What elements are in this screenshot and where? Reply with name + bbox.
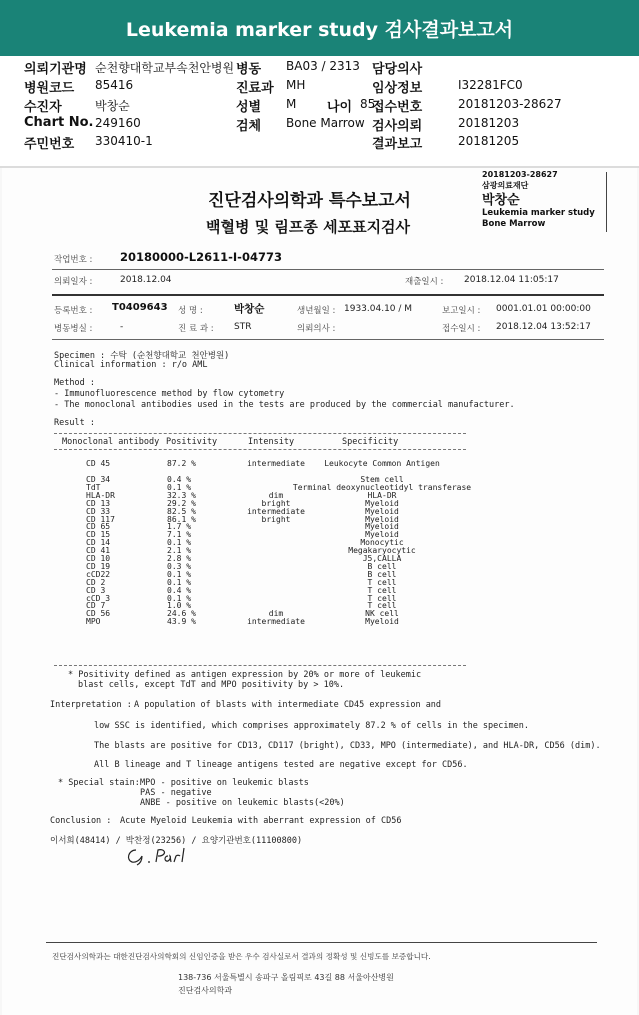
page-title: Leukemia marker study 검사결과보고서 xyxy=(125,18,514,41)
specimen-value: Bone Marrow xyxy=(286,116,365,130)
antibody-cell: CD 65 xyxy=(86,522,111,532)
specificity-cell: J5,CALLA xyxy=(362,554,402,563)
positivity-cell: 29.2 % xyxy=(167,498,196,508)
signers: 이서희(48414) / 박찬정(23256) / 요양기관번호(11100800) xyxy=(50,836,303,846)
interpretation-3: The blasts are positive for CD13, CD117 (bright), CD33, MPO (intermediate), and HLA-DR, CD56 (dim). xyxy=(94,741,601,751)
specificity-cell: Myeloid xyxy=(365,617,399,627)
age-value: 85 xyxy=(360,97,376,111)
dept-value: MH xyxy=(286,78,306,92)
request-date-value-r: 2018.12.04 xyxy=(120,275,172,285)
intensity-cell: dim xyxy=(268,609,284,619)
scanned-report xyxy=(0,168,639,1015)
method-line-2: - The monoclonal antibodies used in the tests are produced by the commercial manufacturer. xyxy=(54,400,515,410)
special-stain-3: ANBE - positive on leukemic blasts(<20%) xyxy=(140,798,345,808)
antibody-cell: CD 15 xyxy=(86,530,111,540)
label-patient-name: 박창순 xyxy=(482,193,520,208)
antibody-cell: CD 117 xyxy=(86,514,115,524)
footer-address: 138-736 서울특별시 송파구 올림픽로 43길 88 서울아산병원 xyxy=(178,973,394,982)
clinical-info-value: I32281FC0 xyxy=(458,78,523,92)
special-stain-2: PAS - negative xyxy=(140,788,212,798)
sex-label: 성별 xyxy=(236,100,262,115)
intensity-cell: intermediate xyxy=(247,617,305,627)
antibody-cell: cCD22 xyxy=(86,569,111,579)
positivity-cell: 82.5 % xyxy=(167,506,196,516)
table-rule-bottom xyxy=(54,665,466,666)
specimen-label: 검체 xyxy=(236,119,262,134)
rule-1 xyxy=(52,269,604,270)
special-stain-label: * Special stain: xyxy=(58,778,140,788)
work-no-label: 작업번호 : xyxy=(54,255,93,265)
ward-value-r: - xyxy=(120,322,124,332)
intensity-cell: bright xyxy=(261,498,291,508)
patient-label: 수진자 xyxy=(24,100,62,115)
antibody-cell: CD 19 xyxy=(86,561,111,571)
intensity-cell: intermediate xyxy=(247,506,305,516)
positivity-cell: 2.8 % xyxy=(167,554,192,563)
positivity-cell: 0.1 % xyxy=(167,538,192,548)
positivity-cell: 86.1 % xyxy=(167,514,196,524)
chart-no-label: Chart No. xyxy=(24,115,94,130)
institution-value: 순천향대학교부속천안병원 xyxy=(95,61,235,75)
report-date-label: 결과보고 xyxy=(372,137,423,152)
table-row xyxy=(2,460,637,468)
clinical-info-label: 임상정보 xyxy=(372,81,423,96)
report-dt-value: 0001.01.01 00:00:00 xyxy=(496,304,591,314)
specificity-cell: Myeloid xyxy=(365,514,399,524)
report-dt-label: 보고일시 : xyxy=(442,306,481,316)
footnote-1: * Positivity defined as antigen expression by 20% or more of leukemic xyxy=(68,670,422,680)
report-date-value: 20181205 xyxy=(458,134,520,148)
table-rule-head xyxy=(54,449,466,450)
specificity-cell: T cell xyxy=(367,593,397,603)
request-date-label-r: 의뢰일자 : xyxy=(54,277,93,287)
specimen-line: Specimen : 수탁 (순천향대학교 천안병원) xyxy=(54,351,230,361)
specificity-cell: Myeloid xyxy=(365,498,399,508)
interpretation-2: low SSC is identified, which comprises approximately 87.2 % of cells in the specimen. xyxy=(94,721,529,731)
footer-rule xyxy=(46,942,597,943)
col-positivity-header: Positivity xyxy=(166,437,218,447)
work-no-value: 20180000-L2611-I-04773 xyxy=(120,250,282,264)
ward-label: 병동 xyxy=(236,62,262,77)
age-label: 나이 xyxy=(327,100,353,115)
specificity-cell: HLA-DR xyxy=(367,490,397,500)
report-subtitle: 백혈병 및 림프종 세포표지검사 xyxy=(206,218,411,236)
positivity-cell: 7.1 % xyxy=(167,530,192,540)
patient-header xyxy=(0,56,639,168)
antibody-cell: MPO xyxy=(86,617,101,627)
receipt-label: 접수일시 : xyxy=(442,324,481,334)
antibody-cell: CD 41 xyxy=(86,546,111,556)
interpretation-label: Interpretation : xyxy=(50,700,132,710)
specificity-cell: NK cell xyxy=(365,609,399,619)
positivity-cell: 0.1 % xyxy=(167,577,192,587)
positivity-cell: 0.3 % xyxy=(167,561,192,571)
rule-2 xyxy=(52,294,604,296)
request-date-value: 20181203 xyxy=(458,116,520,130)
reg-no-label: 등록번호 : xyxy=(54,306,93,316)
footer-department: 진단검사의학과 xyxy=(178,986,233,995)
col-specificity-header: Specificity xyxy=(342,437,399,447)
antibody-cell: cCD 3 xyxy=(86,593,111,603)
dob-label: 생년월일 : xyxy=(297,306,336,316)
ward-value: BA03 / 2313 xyxy=(286,59,360,73)
specificity-cell: Myeloid xyxy=(365,522,399,532)
antibody-cell: CD 13 xyxy=(86,498,111,508)
sex-value: M xyxy=(286,97,297,111)
label-lab-name: 삼광의료재단 xyxy=(482,181,529,190)
specificity-cell: Megakaryocytic xyxy=(348,546,416,556)
label-test-name: Leukemia marker study xyxy=(482,208,595,218)
antibody-cell: CD 33 xyxy=(86,506,111,516)
table-rule-top xyxy=(54,433,466,434)
dob-value: 1933.04.10 / M xyxy=(344,304,413,314)
col-antibody-header: Monoclonal antibody xyxy=(62,437,160,447)
rerequest-label: 재출일시 : xyxy=(405,277,444,287)
intensity-cell: dim xyxy=(268,490,284,500)
institution-label: 의뢰기관명 xyxy=(24,62,87,77)
antibody-cell: CD 10 xyxy=(86,554,111,563)
chart-no-value: 249160 xyxy=(95,116,141,130)
report-paper xyxy=(2,168,637,1015)
label-specimen: Bone Marrow xyxy=(482,219,546,229)
report-title-bar xyxy=(0,0,639,56)
footer-statement: 진단검사의학과는 대한진단검사의학회의 신임인증을 받은 우수 검사실로서 결과의 정확성 및 신빙도를 보증합니다. xyxy=(52,952,431,961)
doctor-label-r: 의뢰의사 : xyxy=(297,324,336,334)
signature-image xyxy=(122,844,202,868)
positivity-cell: 0.4 % xyxy=(167,585,192,595)
table-row xyxy=(2,618,637,626)
specificity-cell: Myeloid xyxy=(365,530,399,540)
positivity-cell: 0.1 % xyxy=(167,593,192,603)
method-label: Method : xyxy=(54,378,95,388)
positivity-cell: 87.2 % xyxy=(167,459,196,468)
specificity-cell: T cell xyxy=(367,601,397,611)
antibody-cell: CD 7 xyxy=(86,601,106,611)
positivity-cell: 0.1 % xyxy=(167,569,192,579)
antibody-cell: CD 34 xyxy=(86,475,111,484)
positivity-cell: 0.1 % xyxy=(167,482,192,492)
antibody-cell: HLA-DR xyxy=(86,490,115,500)
conclusion-value: Acute Myeloid Leukemia with aberrant expression of CD56 xyxy=(120,816,402,826)
resident-no-value: 330410-1 xyxy=(95,134,153,148)
patient-value: 박창순 xyxy=(95,99,130,113)
receipt-value: 2018.12.04 13:52:17 xyxy=(496,322,591,332)
specificity-cell: Stem cell xyxy=(360,475,404,484)
label-accession: 20181203-28627 xyxy=(482,170,558,179)
specificity-cell: Terminal deoxynucleotidyl transferase xyxy=(292,482,472,492)
antibody-cell: CD 45 xyxy=(86,459,111,468)
positivity-cell: 1.7 % xyxy=(167,522,192,532)
antibody-cell: TdT xyxy=(86,482,101,492)
positivity-cell: 24.6 % xyxy=(167,609,196,619)
accession-label: 접수번호 xyxy=(372,100,423,115)
intensity-cell: intermediate xyxy=(247,459,305,468)
specificity-cell: Leukocyte Common Antigen xyxy=(324,459,440,468)
hospital-code-value: 85416 xyxy=(95,78,134,92)
positivity-cell: 1.0 % xyxy=(167,601,192,611)
antibody-cell: CD 14 xyxy=(86,538,111,548)
dept-value-r: STR xyxy=(234,322,252,332)
doctor-label: 담당의사 xyxy=(372,62,423,77)
name-label: 성 명 : xyxy=(178,306,203,316)
dept-label: 진료과 xyxy=(236,81,274,96)
resident-no-label: 주민번호 xyxy=(24,137,75,152)
report-title: 진단검사의학과 특수보고서 xyxy=(208,191,411,211)
rerequest-value: 2018.12.04 11:05:17 xyxy=(464,275,559,285)
ward-label-r: 병동병실 : xyxy=(54,324,93,334)
positivity-cell: 0.4 % xyxy=(167,475,192,484)
accession-value: 20181203-28627 xyxy=(458,97,562,111)
name-value: 박창순 xyxy=(234,303,265,315)
specificity-cell: Monocytic xyxy=(360,538,404,548)
dept-label-r: 진 료 과 : xyxy=(178,324,214,334)
positivity-cell: 2.1 % xyxy=(167,546,192,556)
rule-3 xyxy=(52,339,604,340)
col-intensity-header: Intensity xyxy=(248,437,295,447)
specificity-cell: Myeloid xyxy=(365,506,399,516)
specificity-cell: T cell xyxy=(367,585,397,595)
conclusion-label: Conclusion : xyxy=(50,816,112,826)
hospital-code-label: 병원코드 xyxy=(24,81,75,96)
result-label: Result : xyxy=(54,418,95,428)
special-stain-1: MPO - positive on leukemic blasts xyxy=(140,778,309,788)
footnote-2: blast cells, except TdT and MPO positivity by > 10%. xyxy=(78,680,345,690)
method-line-1: - Immunofluorescence method by flow cytometry xyxy=(54,389,285,399)
label-edge xyxy=(606,172,607,232)
specificity-cell: B cell xyxy=(367,569,397,579)
positivity-cell: 32.3 % xyxy=(167,490,196,500)
antibody-cell: CD 56 xyxy=(86,609,111,619)
intensity-cell: bright xyxy=(261,514,291,524)
positivity-cell: 43.9 % xyxy=(167,617,196,627)
interpretation-1: A population of blasts with intermediate CD45 expression and xyxy=(134,700,442,710)
specificity-cell: B cell xyxy=(367,561,397,571)
interpretation-4: All B lineage and T lineage antigens tested are negative except for CD56. xyxy=(94,760,468,770)
specificity-cell: T cell xyxy=(367,577,397,587)
antibody-cell: CD 3 xyxy=(86,585,106,595)
antibody-cell: CD 2 xyxy=(86,577,106,587)
reg-no-value: T0409643 xyxy=(112,302,168,313)
request-date-label: 검사의뢰 xyxy=(372,119,423,134)
clinical-line: Clinical information : r/o AML xyxy=(54,360,208,370)
